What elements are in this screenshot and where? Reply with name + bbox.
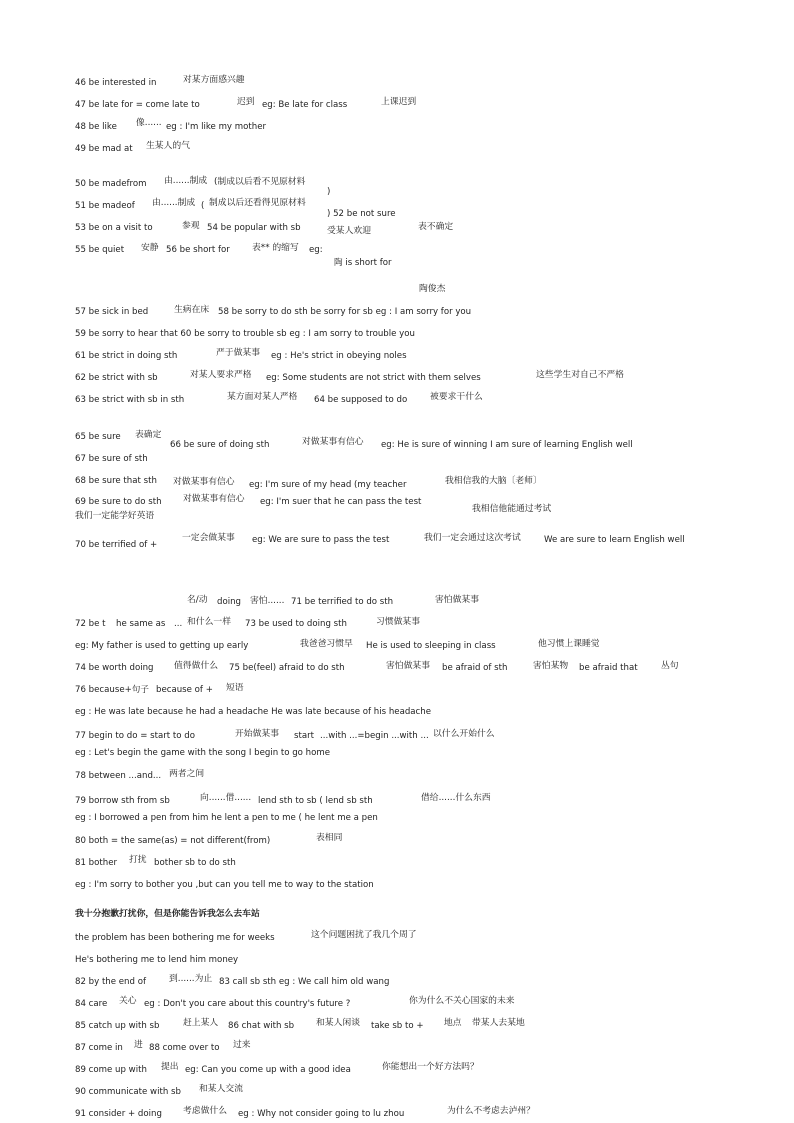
entry-66-meaning: 对做某事有信心 xyxy=(302,437,364,447)
entry-86-meaning: 和某人闲谈 xyxy=(316,1018,360,1028)
entry-82-phrase: 82 by the end of xyxy=(75,977,146,987)
entry-90-phrase: 90 communicate with sb xyxy=(75,1087,181,1097)
entry-50-paren: ) xyxy=(327,187,331,197)
entry-87-phrase: 87 come in xyxy=(75,1043,123,1053)
entry-79-example: eg : I borrowed a pen from him he lent a pen to me ( he lent me a pen xyxy=(75,813,378,823)
entry-51-paren: ( xyxy=(201,201,205,211)
entry-81-phrase: 81 bother xyxy=(75,858,118,868)
entry-89-example: eg: Can you come up with a good idea xyxy=(185,1065,351,1075)
entry-71-meaning: 害怕做某事 xyxy=(435,595,479,605)
entry-48-example: eg : I'm like my mother xyxy=(166,122,267,132)
entry-89-phrase: 89 come up with xyxy=(75,1065,147,1075)
entry-51-phrase: 51 be madeof xyxy=(75,201,135,211)
entry-75-phrase-c: be afraid that xyxy=(579,663,638,673)
entry-51-meaning: 由......制成 xyxy=(152,198,196,208)
entry-63-meaning: 某方面对某人严格 xyxy=(227,392,298,402)
entry-81-example-cn: 我十分抱歉打扰你，但是你能告诉我怎么去车站 xyxy=(75,909,260,919)
entry-70-phrase: 70 be terrified of + xyxy=(75,540,158,550)
entry-77-meaning: 开始做某事 xyxy=(235,729,279,739)
entry-90-meaning: 和某人交流 xyxy=(199,1084,243,1094)
entry-79-meaning: 向......借...... xyxy=(200,793,252,803)
entry-61-meaning: 严于做某事 xyxy=(216,348,260,358)
entry-63-phrase: 63 be strict with sb in sth xyxy=(75,395,185,405)
entry-91-phrase: 91 consider + doing xyxy=(75,1109,162,1119)
entry-73-example-a-cn: 我爸爸习惯早 xyxy=(300,639,353,649)
entry-91-example-cn: 为什么不考虑去泸州？ xyxy=(447,1106,535,1116)
entry-69-example-cn-b: 我相信他能通过考试 xyxy=(472,504,552,514)
entry-65-meaning: 表确定 xyxy=(135,430,162,440)
entry-73-example-b: He is used to sleeping in class xyxy=(366,641,496,651)
entry-66-example: eg: He is sure of winning I am sure of learning English well xyxy=(381,440,633,450)
entry-86-meaning-b: 带某人去某地 xyxy=(472,1018,525,1028)
entry-84-meaning: 关心 xyxy=(119,996,137,1006)
entry-81-meaning: 打扰 xyxy=(129,855,147,865)
entry-66-phrase: 66 be sure of doing sth xyxy=(170,440,270,450)
entry-73-example-b-cn: 他习惯上课睡觉 xyxy=(538,639,600,649)
entry-47-example-cn: 上课迟到 xyxy=(381,97,417,107)
entry-87-meaning: 进 xyxy=(134,1040,143,1050)
entry-77-phrase-c: ...with ...=begin ...with ... xyxy=(320,731,429,741)
entry-89-meaning: 提出 xyxy=(161,1062,179,1072)
entry-50-meaning: 由......制成 xyxy=(164,176,208,186)
entry-84-example-cn: 你为什么不关心国家的未来 xyxy=(409,996,515,1006)
entry-76-example: eg : He was late because he had a headache He was late because of his headache xyxy=(75,707,432,717)
entry-48-meaning: 像...... xyxy=(136,118,162,128)
entry-77-phrase: 77 begin to do = start to do xyxy=(75,731,195,741)
entry-78-phrase: 78 between ...and... xyxy=(75,771,162,781)
entry-69-phrase: 69 be sure to do sth xyxy=(75,497,162,507)
entry-70-meaning: 一定会做某事 xyxy=(182,533,235,543)
entry-69-example: eg: I'm suer that he can pass the test xyxy=(260,497,422,507)
entry-78-meaning: 两者之间 xyxy=(169,769,205,779)
entry-50-phrase: 50 be madefrom xyxy=(75,179,147,189)
entry-86-phrase: 86 chat with sb xyxy=(228,1021,295,1031)
entry-74-meaning: 值得做什么 xyxy=(174,661,218,671)
entry-68-phrase: 68 be sure that sth xyxy=(75,476,157,486)
entry-75-meaning: 害怕做某事 xyxy=(386,661,430,671)
entry-76-phrase-b: because of + xyxy=(156,685,213,695)
entry-76-meaning: 短语 xyxy=(226,683,244,693)
entry-53-phrase: 53 be on a visit to xyxy=(75,223,153,233)
entry-68-example: eg: I'm sure of my head (my teacher xyxy=(249,480,407,490)
entry-88-phrase: 88 come over to xyxy=(149,1043,220,1053)
entry-57-meaning: 生病在床 xyxy=(174,305,210,315)
entry-76-phrase: 76 because+句子 xyxy=(75,685,149,695)
entry-56-phrase: 56 be short for xyxy=(166,245,230,255)
entry-72-phrase-a: 72 be t xyxy=(75,619,106,629)
entry-74-phrase: 74 be worth doing xyxy=(75,663,154,673)
entry-70-cn: 害怕...... xyxy=(250,596,285,606)
entry-55-meaning: 安静 xyxy=(141,243,159,253)
entry-52-meaning: 表不确定 xyxy=(418,222,454,232)
entry-70-example-cn: 我们一定会通过这次考试 xyxy=(424,533,521,543)
entry-62-example-cn: 这些学生对自己不严格 xyxy=(536,370,624,380)
entry-49-phrase: 49 be mad at xyxy=(75,144,133,154)
entry-73-phrase: 73 be used to doing sth xyxy=(245,619,347,629)
entry-48-phrase: 48 be like xyxy=(75,122,117,132)
entry-62-example: eg: Some students are not strict with them selves xyxy=(266,373,481,383)
entry-88-meaning: 过来 xyxy=(233,1040,251,1050)
entry-81-example-c: He's bothering me to lend him money xyxy=(75,955,239,965)
entry-56-name: 陶俊杰 xyxy=(419,284,446,294)
entry-70-pos: 名/动 xyxy=(187,595,208,605)
entry-50-note: (制成以后看不见原材料 xyxy=(214,177,306,187)
entry-62-phrase: 62 be strict with sb xyxy=(75,373,158,383)
entry-69-example-cn-a: 我们一定能学好英语 xyxy=(75,511,155,521)
entry-54-phrase: 54 be popular with sb xyxy=(207,223,301,233)
entry-77-phrase-b: start xyxy=(294,731,315,741)
entry-84-example: eg : Don't you care about this country's future ? xyxy=(144,999,351,1009)
entry-86-place: 地点 xyxy=(444,1018,462,1028)
entry-83-phrase: 83 call sb sth eg : We call him old wang xyxy=(219,977,390,987)
entry-56-example: 陶 is short for xyxy=(334,258,392,268)
entry-53-meaning: 参观 xyxy=(182,221,200,231)
entry-75-phrase-b: be afraid of sth xyxy=(442,663,508,673)
entry-72-phrase-b: he same as xyxy=(116,619,166,629)
entry-71-phrase: 71 be terrified to do sth xyxy=(291,597,394,607)
entry-68-meaning: 对做某事有信心 xyxy=(173,477,235,487)
entry-79-phrase: 79 borrow sth from sb xyxy=(75,796,170,806)
entry-85-meaning: 赶上某人 xyxy=(183,1018,219,1028)
entry-75-phrase: 75 be(feel) afraid to do sth xyxy=(229,663,345,673)
entry-64-phrase: 64 be supposed to do xyxy=(314,395,408,405)
entry-72-meaning: 和什么一样 xyxy=(187,617,231,627)
entry-46-meaning: 对某方面感兴趣 xyxy=(183,75,245,85)
entry-81-example-b-cn: 这个问题困扰了我几个周了 xyxy=(311,930,417,940)
entry-70-example: eg: We are sure to pass the test xyxy=(252,535,390,545)
entry-81-example: eg : I'm sorry to bother you ,but can you tell me to way to the station xyxy=(75,880,374,890)
entry-49-meaning: 生某人的气 xyxy=(146,141,190,151)
entry-70-doing: doing xyxy=(217,597,242,607)
entry-80-phrase: 80 both = the same(as) = not different(from) xyxy=(75,836,271,846)
entry-47-meaning: 迟到 xyxy=(237,97,255,107)
entry-91-example: eg : Why not consider going to lu zhou xyxy=(238,1109,405,1119)
entry-69-meaning: 对做某事有信心 xyxy=(183,494,245,504)
entry-57-phrase: 57 be sick in bed xyxy=(75,307,149,317)
entry-81-example-b: the problem has been bothering me for weeks xyxy=(75,933,275,943)
entry-73-meaning: 习惯做某事 xyxy=(376,617,420,627)
entry-77-example: eg : Let's begin the game with the song I begin to go home xyxy=(75,748,331,758)
entry-82-meaning: 到......为止 xyxy=(169,974,213,984)
entry-47-example: eg: Be late for class xyxy=(262,100,348,110)
entry-65-phrase: 65 be sure xyxy=(75,432,121,442)
entry-79-phrase-b: lend sth to sb ( lend sb sth xyxy=(258,796,373,806)
entry-86-phrase-b: take sb to + xyxy=(371,1021,424,1031)
entry-56-eg: eg: xyxy=(309,245,323,255)
entry-85-phrase: 85 catch up with sb xyxy=(75,1021,160,1031)
entry-70-example-b: We are sure to learn English well xyxy=(544,535,685,545)
entry-55-phrase: 55 be quiet xyxy=(75,245,125,255)
entry-75-meaning-c: 丛句 xyxy=(661,661,679,671)
entry-80-meaning: 表相同 xyxy=(316,833,343,843)
entry-46-phrase: 46 be interested in xyxy=(75,78,157,88)
entry-61-phrase: 61 be strict in doing sth xyxy=(75,351,178,361)
entry-68-example-cn: 我相信我的大脑〔老师〕 xyxy=(445,476,542,486)
entry-47-phrase: 47 be late for = come late to xyxy=(75,100,200,110)
entry-91-meaning: 考虑做什么 xyxy=(183,1106,227,1116)
entry-59-60-phrase: 59 be sorry to hear that 60 be sorry to trouble sb eg : I am sorry to trouble you xyxy=(75,329,415,339)
entry-77-meaning-b: 以什么开始什么 xyxy=(433,729,495,739)
entry-62-meaning: 对某人要求严格 xyxy=(190,370,252,380)
entry-64-meaning: 被要求干什么 xyxy=(430,392,483,402)
entry-54-meaning: 受某人欢迎 xyxy=(327,226,371,236)
entry-52-phrase: ) 52 be not sure xyxy=(327,209,396,219)
entry-61-example: eg : He's strict in obeying noles xyxy=(271,351,407,361)
entry-79-meaning-b: 借给......什么东西 xyxy=(421,793,491,803)
entry-58-phrase: 58 be sorry to do sth be sorry for sb eg : I am sorry for you xyxy=(218,307,472,317)
entry-73-example-a: eg: My father is used to getting up early xyxy=(75,641,249,651)
entry-72-dots: ... xyxy=(174,619,183,629)
entry-67-phrase: 67 be sure of sth xyxy=(75,454,148,464)
entry-51-note: 制成以后还看得见原材料 xyxy=(209,198,306,208)
entry-84-phrase: 84 care xyxy=(75,999,108,1009)
entry-75-meaning-b: 害怕某物 xyxy=(533,661,569,671)
entry-89-example-cn: 你能想出一个好方法吗？ xyxy=(382,1062,479,1072)
entry-56-meaning: 表** 的缩写 xyxy=(252,243,299,253)
entry-81-phrase-b: bother sb to do sth xyxy=(154,858,236,868)
